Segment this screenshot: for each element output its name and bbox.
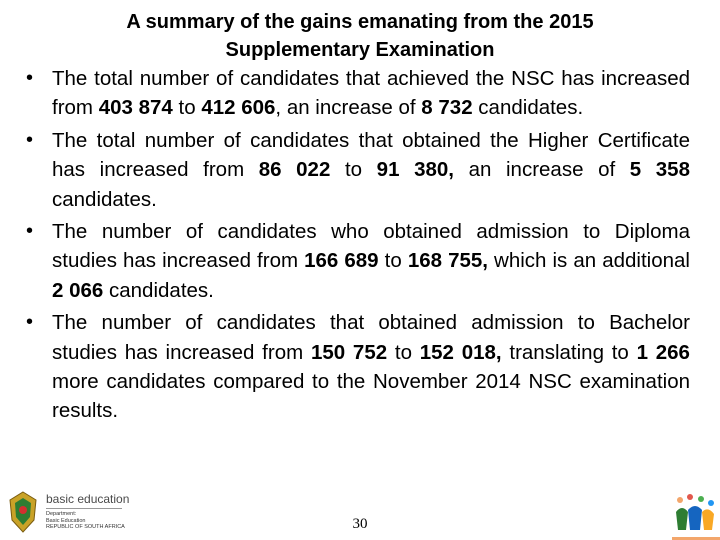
brand-subtitle: Department: Basic Education REPUBLIC OF SOUTH AFRICA	[46, 511, 125, 530]
slide-title	[0, 8, 720, 64]
bullet-item-higher-certificate: • The total number of candidates that obtained the Higher Certificate has increased from 86 022 to 91 380, an increase of 5 358 candidates.	[24, 126, 690, 214]
page-number: 30	[352, 516, 368, 532]
title-line-1: A summary of the gains emanating from the 2015	[126, 11, 594, 33]
children-graphic-icon	[668, 490, 720, 540]
bullet-item-bachelor: • The number of candidates that obtained admission to Bachelor studies has increased from 150 752 to 152 018, translating to 1 266 more candidates compared to the November 2014 NSC examination results.	[24, 308, 690, 426]
bullet-dot-icon: •	[26, 311, 34, 334]
bullet-dot-icon: •	[26, 220, 34, 243]
brand-name: basic education	[46, 492, 130, 506]
bullet-dot-icon: •	[26, 128, 34, 151]
bullet-item-diploma: • The number of candidates who obtained admission to Diploma studies has increased from 166 689 to 168 755, which is an additional 2 066 candidates.	[24, 217, 690, 305]
brand-divider	[46, 508, 122, 509]
bullet-list	[24, 64, 690, 429]
bullet-dot-icon: •	[26, 67, 34, 89]
title-line-2: Supplementary Examination	[225, 39, 495, 61]
bullet-item-nsc: • The total number of candidates that achieved the NSC has increased from 403 874 to 412 606, an increase of 8 732 candidates.	[24, 64, 690, 123]
